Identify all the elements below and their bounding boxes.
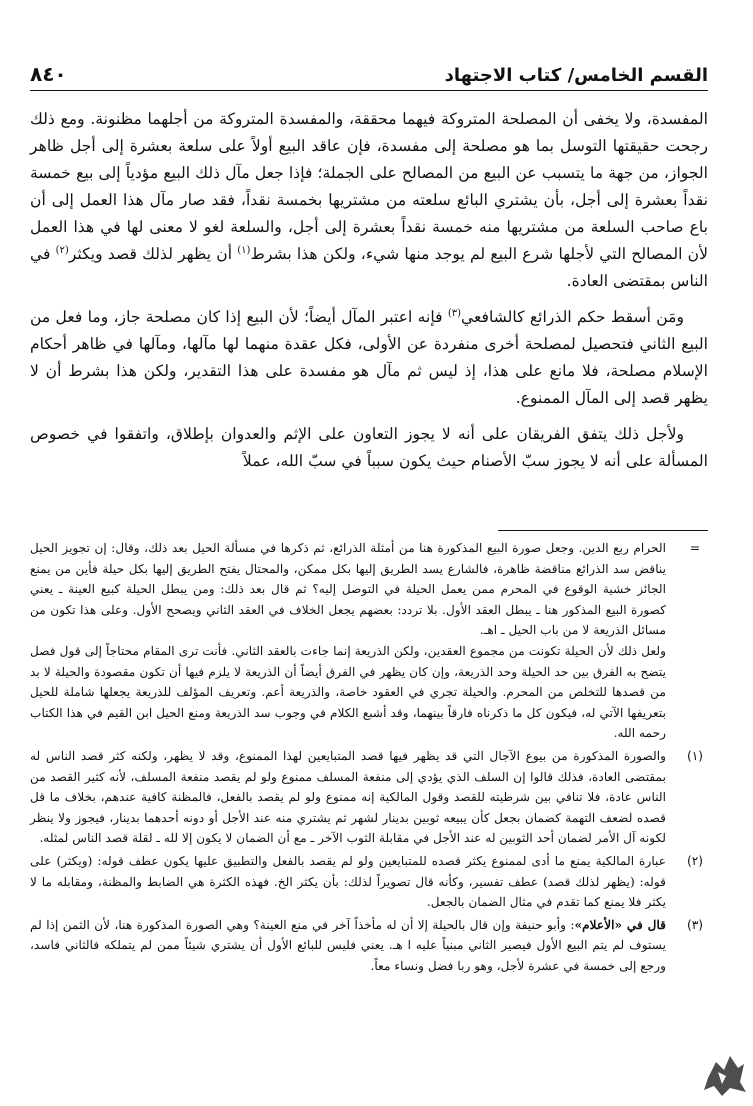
footnote-3 xyxy=(30,915,708,977)
footnotes-section xyxy=(30,538,708,978)
footnote-text: عبارة المالكية يمنع ما أدى لممنوع يكثر قصده للمتبايعين ولو لم يقصد بالفعل والتطبيق عليها يكون عطف قوله: (ويكثر) على قوله: (يظهر لذلك قصد) عطف تفسير، وكأنه قال تصويراً لذلك: بأن يكثر الخ. فهذه الكثرة هي الضابط والمظنة، ومقابله ما لا يكثر فلا يمنع كما تقدم في مثال الضمان بالجعل. xyxy=(30,853,666,910)
footnote-text: والصورة المذكورة من بيوع الآجال التي قد يظهر فيها قصد المتبايعين لهذا الممنوع، وقد لا يظهر، ولكنه كثر قصد الناس له بمقتضى العادة، فذلك قالوا إن السلف الذي يؤدي إلى منفعة المسلف ممنوع ولو لم يقصد منفعة المسلف، لأنه كثير القصد من الناس عادة، فلا تنافي بين شرطيته للقصد وقول المالكية إنه ممنوع ولو لم يقصد بالفعل، فالمظنة كافية عندهم، بخلاف ما قل قصده لضعف التهمة كضمان بجعل كأن يبيعه ثوبين بدينار لشهر ثم يشتري منه عند الأجل أو دونه أحدهما بدينار، فيجوز ولا ينظر لكونه آل الأمر لضمان أحد الثوبين له عند الأجل في مقابلة الثوب الآخر ـ مع أن الضمان لا يكون إلا لله ـ لقلة قصد الناس لمثله. xyxy=(30,748,666,846)
paragraph-3: ولأجل ذلك يتفق الفريقان على أنه لا يجوز التعاون على الإثم والعدوان بإطلاق، واتفقوا في خصوص المسألة على أنه لا يجوز سبّ الأصنام حيث يكون سبباً في سبّ الله، عملاً xyxy=(30,425,708,470)
main-text xyxy=(30,106,708,484)
paragraph-1-part-b: أن يظهر لذلك قصد ويكثر xyxy=(68,245,238,263)
paragraph-2-part-a: ومَن أسقط حكم الذرائع كالشافعي xyxy=(461,308,684,326)
footnote-ref-3[interactable]: (٣) xyxy=(447,307,462,319)
footnote-1 xyxy=(30,746,708,849)
page-number: ٨٤٠ xyxy=(30,62,67,86)
footnote-lead: قال في «الأعلام» xyxy=(574,917,666,932)
footnote-text xyxy=(30,915,666,977)
footnote-separator xyxy=(498,530,708,531)
footnote-ref-2[interactable]: (٢) xyxy=(55,244,69,256)
footnote-number: (٣) xyxy=(686,917,704,932)
paragraph-2-part-b: فإنه اعتبر المآل أيضاً؛ لأن البيع إذا كان مصلحة جاز، وما فعل من البيع الثاني فتحصيل لمصلحة أخرى منفردة عن الأولى، فكل عقدة منهما لها مآلها، ومآلها في ظاهر أحكام الإسلام مصلحة، فلا مانع على هذا، إذ ليس ثم مآل هو مفسدة على هذا التقدير، ولكن هذا بشرط أن لا يظهر قصد إلى المآل الممنوع. xyxy=(30,308,708,407)
page-header xyxy=(30,60,708,91)
footnote-text: الحرام ربع الدين. وجعل صورة البيع المذكورة هنا من أمثلة الذرائع، ثم ذكرها في مسألة الحيل بعد ذلك، وقال: إن تجويز الحيل يناقض سد الذرائع مناقضة ظاهرة، فالشارع يسد الطريق إليها بكل ممكن، والمحتال يفتح الطريق إليها بكل حيلة فأين من يمنع الجائز خشية الوقوع في المحرم ممن يعمل الحيلة في التوصل إليه؟ ثم قال بعد ذلك: ومن يبطل الحيلة كبيع العينة ـ يعني كصورة البيع المذكور هنا ـ يبطل العقد الأول. بلا تردد: بعضهم يجعل الخلاف في العقد الثاني ويصحح الأول. وعلى هذا تكون من مسائل الذريعة لا من باب الحيل ـ اهـ. xyxy=(30,541,666,638)
paragraph-1 xyxy=(30,106,708,295)
paragraph-2 xyxy=(30,304,708,412)
footnote-number: (١) xyxy=(686,748,704,763)
scan-smudge-decoration xyxy=(700,1048,746,1098)
running-title: القسم الخامس/ كتاب الاجتهاد xyxy=(444,65,708,86)
footnote-2 xyxy=(30,851,708,913)
footnote-continuation-mark: = xyxy=(689,541,701,555)
footnote-continued xyxy=(30,538,708,744)
footnote-number: (٢) xyxy=(686,853,704,868)
paragraph-1-part-c: في الناس بمقتضى العادة. xyxy=(30,245,708,290)
paragraph-1-part-a: المفسدة، ولا يخفى أن المصلحة المتروكة فيهما محققة، والمفسدة المتروكة من أجلهما مظنونة. ومع ذلك رجحت حقيقتها التوسل بما هو مصلحة إلى مفسدة، فإن عاقد البيع أولاً على سلعة بعشرة إلى أجل ظاهر الجواز، من جهة ما يتسبب عن البيع من المصالح على الجملة؛ فإذا جعل مآل ذلك البيع مؤدياً إلى بيع خمسة نقداً بعشرة إلى أجل، بأن يشتري البائع سلعته من مشتريها بخمسة نقداً، فقد صار مآل هذا العمل إلى أن باع صاحب السلعة من مشتريها منه خمسة نقداً بعشرة إلى أجل، والسلعة لغو لا معنى لها في هذا العمل لأن المصالح التي لأجلها شرع البيع لم يوجد منها شيء، ولكن هذا بشرط xyxy=(30,110,708,263)
footnote-body: : وأبو حنيفة وإن قال بالحيلة إلا أن له مأخذاً آخر في منع العينة؟ وهي الصورة المذكورة هنا، لأن الثمن إذا لم يستوف لم يتم البيع الأول فيصير الثاني مبنياً عليه ا هـ. يعني فليس للبائع الأول أن يشتري شيئاً ممن لم يتملكه فالثاني فاسد، ورجع إلى خمسة في عشرة لأجل، وهو ربا فضل ونساء معاً. xyxy=(30,917,666,973)
footnote-text: ولعل ذلك لأن الحيلة تكونت من مجموع العقدين، ولكن الذريعة إنما جاءت بالعقد الثاني. فأنت ترى المقام محتاجاً إلى قول فصل يتضح به الفرق بين حد الحيلة وحد الذريعة، وإن كان يظهر في الفرق أيضاً أن الذريعة لا يلزم فيها أن تكون مقصودة والحيلة لا بد من قصدها للتخلص من المحرم. والحيلة تجري في العقود خاصة، والذريعة أعم. وتعريف المؤلف للذريعة يجعلها شاملة للحيل بتعريفها الآتي له، فيكون كل ما ذكرناه فارقاً بينهما، وقد أشبع الكلام في وجوب سد الذريعة ومنع الحيل ابن القيم في هذا الكتاب رحمه الله. xyxy=(30,643,666,741)
footnote-ref-1[interactable]: (١) xyxy=(237,244,251,256)
